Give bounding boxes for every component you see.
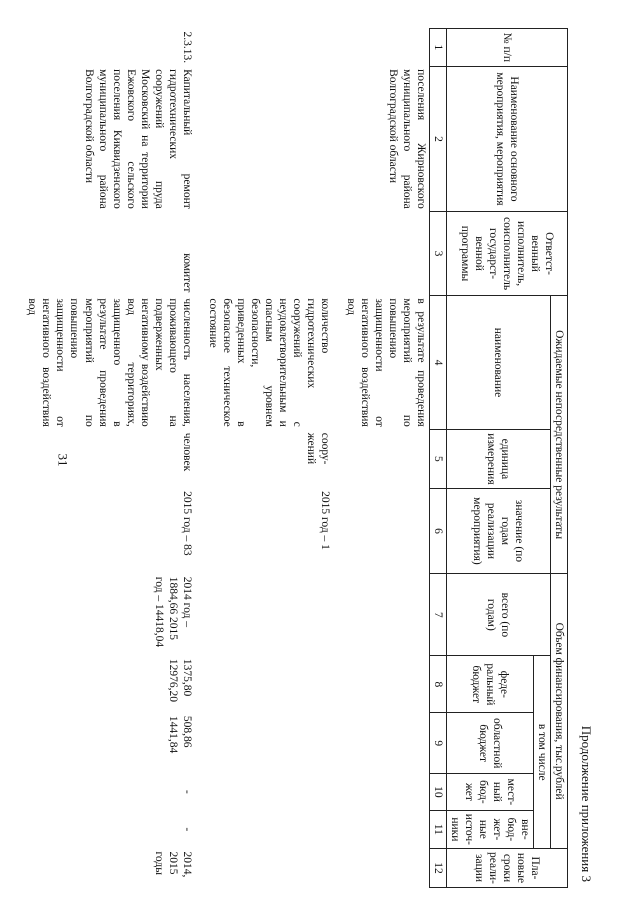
terms: 2014, 2015 годы xyxy=(152,851,193,878)
result-value: 2015 год – 83 xyxy=(180,491,193,556)
result-name: численность населения, проживающего на подверженных негативному воздействию вод территориях, защищенного в результате проведения мероприятий по повышению защищенности от негативного воздействия вод xyxy=(26,298,193,427)
header-regional: областной бюджет xyxy=(446,713,533,774)
header-federal: феде-ральный бюджет xyxy=(446,656,533,713)
result2-name: количество гидротехнических сооружений с неудовлетворительным и опасным уровнем безопасности, приведенных в безопасное техническое состояние xyxy=(206,298,331,427)
col-num: 7 xyxy=(429,574,446,656)
col-num: 5 xyxy=(429,430,446,488)
header-exp-name: наименование xyxy=(446,295,550,429)
col-num: 2 xyxy=(429,66,446,212)
col-num: 4 xyxy=(429,295,446,429)
result-unit: человек xyxy=(180,432,193,472)
header-exp-value: значение (по годам реализации мероприятия) xyxy=(446,488,550,574)
header-local: мест-ный бюд-жет xyxy=(446,774,533,811)
row-number: 2.3.13. xyxy=(180,31,193,64)
col-num: 10 xyxy=(429,774,446,811)
program-table xyxy=(24,28,568,888)
header-name: Наименование основного мероприятия, мероприятия xyxy=(446,66,567,212)
cont-measure-name: поселения Жирновского муниципального района Волгоградской области xyxy=(386,69,427,209)
col-num: 9 xyxy=(429,713,446,774)
rotated-page xyxy=(26,28,598,888)
col-num: 6 xyxy=(429,488,446,574)
result2-unit: соору-жений xyxy=(304,432,331,465)
cont-result-text: в результате проведения мероприятий по повышению защищенности от негативного воздействия вод xyxy=(344,298,427,427)
responsible: комитет xyxy=(180,253,193,293)
result2-value: 2015 год – 1 xyxy=(318,491,331,550)
col-num: 3 xyxy=(429,212,446,296)
col-num: 11 xyxy=(429,810,446,848)
header-funding: Объем финансирования, тыс.рублей xyxy=(550,574,567,849)
header-total: всего (по годам) xyxy=(446,574,550,656)
funding-local: - xyxy=(180,789,193,794)
continuation-caption: Продолжение приложения 3 xyxy=(579,725,594,882)
col-num: 8 xyxy=(429,656,446,713)
funding-total: 2014 год – 1884,66 2015 год – 14418,04 xyxy=(152,576,193,648)
col-num: 12 xyxy=(429,849,446,888)
funding-extra: - xyxy=(180,827,193,832)
page-number: 31 xyxy=(55,453,71,467)
header-terms: Пла-новые сроки реали-зации xyxy=(446,849,567,888)
measure-name: Капитальный ремонт гидротехнических сооружений пруда Московский на территории Ежовского сельского поселения Киквидзенского муниципального района Волгоградской области xyxy=(82,69,193,209)
header-exp-unit: единица измерения xyxy=(446,430,550,488)
header-responsible: Ответст-венный исполнитель, соисполнитель государст-венной программы xyxy=(446,212,567,296)
funding-regional: 508,86 1441,84 xyxy=(166,715,193,754)
header-no: № п/п xyxy=(446,29,567,67)
header-in-that: в том числе xyxy=(533,656,550,849)
header-extra: вне-бюд-жет-ные источ-ники xyxy=(446,810,533,848)
header-expected: Ожидаемые непосредственные результаты xyxy=(550,295,567,573)
col-num: 1 xyxy=(429,29,446,67)
funding-federal: 1375,80 12976,20 xyxy=(166,658,193,703)
